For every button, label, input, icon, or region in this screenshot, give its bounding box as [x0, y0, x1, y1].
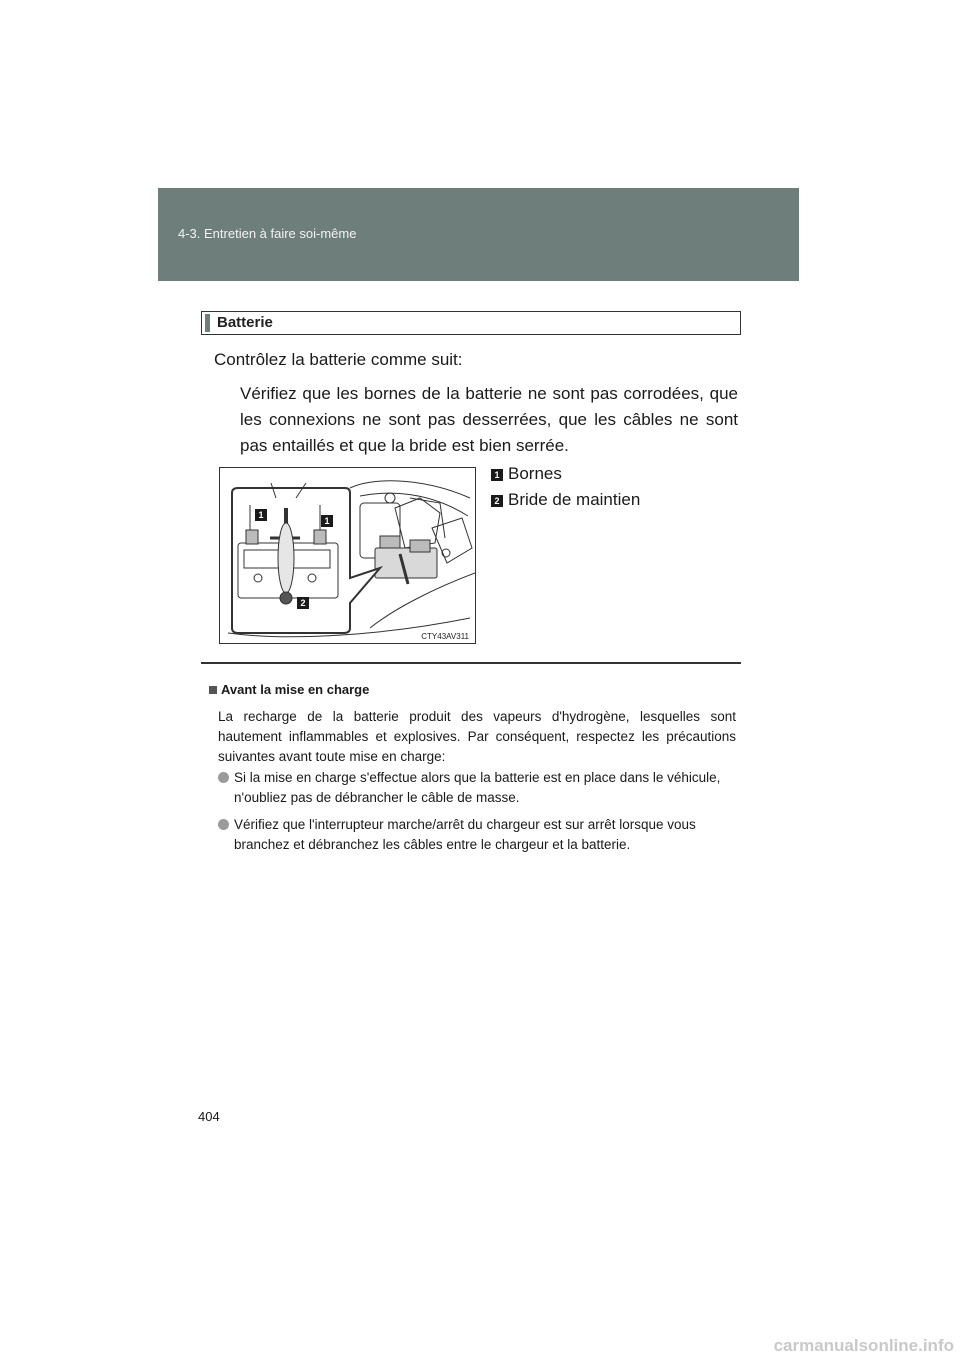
legend-key-2: 2	[491, 495, 503, 507]
note-heading	[209, 682, 369, 697]
legend-key-1: 1	[491, 469, 503, 481]
note-body: La recharge de la batterie produit des vapeurs d'hydrogène, lesquelles sont hautement inflammables et explosives. Par conséquent, respectez les précautions suivantes avant toute mise en charge:	[218, 709, 736, 764]
page-number: 404	[198, 1109, 220, 1124]
section-heading-marker	[205, 314, 210, 332]
note-bullet-2-text: Vérifiez que l'interrupteur marche/arrêt du chargeur est sur arrêt lorsque vous branchez et débranchez les câbles entre le chargeur et la batterie.	[234, 817, 696, 852]
battery-illustration	[219, 467, 476, 644]
battery-drawing	[220, 468, 476, 644]
chapter-section-title: 4-3. Entretien à faire soi-même	[178, 226, 357, 241]
watermark: carmanualsonline.info	[773, 1336, 954, 1355]
legend-item-clamp	[491, 490, 640, 510]
note-bullet-1-text: Si la mise en charge s'effectue alors que la batterie est en place dans le véhicule, n'oubliez pas de débrancher le câble de masse.	[234, 770, 721, 805]
callout-hold-down-clamp: 2	[297, 597, 309, 609]
note-heading-text: Avant la mise en charge	[221, 682, 370, 697]
note-bullet-1	[218, 768, 738, 808]
note-bullet-2	[218, 815, 738, 855]
figure-code: CTY43AV311	[421, 632, 469, 641]
callout-terminal-left: 1	[255, 509, 267, 521]
legend-item-terminals	[491, 464, 562, 484]
note-square-icon	[209, 686, 217, 694]
section-heading: Batterie	[217, 314, 273, 331]
section-heading-box	[201, 311, 741, 335]
bullet-dot-icon	[218, 819, 229, 830]
check-instructions: Vérifiez que les bornes de la batterie ne sont pas corrodées, que les connexions ne sont pas desserrées, que les câbles ne sont pas entaillés et que la bride est bien serrée.	[240, 384, 738, 455]
intro-text: Contrôlez la batterie comme suit:	[214, 350, 463, 369]
chapter-header-band	[158, 188, 799, 281]
legend-label-terminals: Bornes	[508, 464, 562, 483]
callout-terminal-right: 1	[321, 515, 333, 527]
legend-label-clamp: Bride de maintien	[508, 490, 641, 509]
bullet-dot-icon	[218, 772, 229, 783]
section-divider	[201, 662, 741, 664]
